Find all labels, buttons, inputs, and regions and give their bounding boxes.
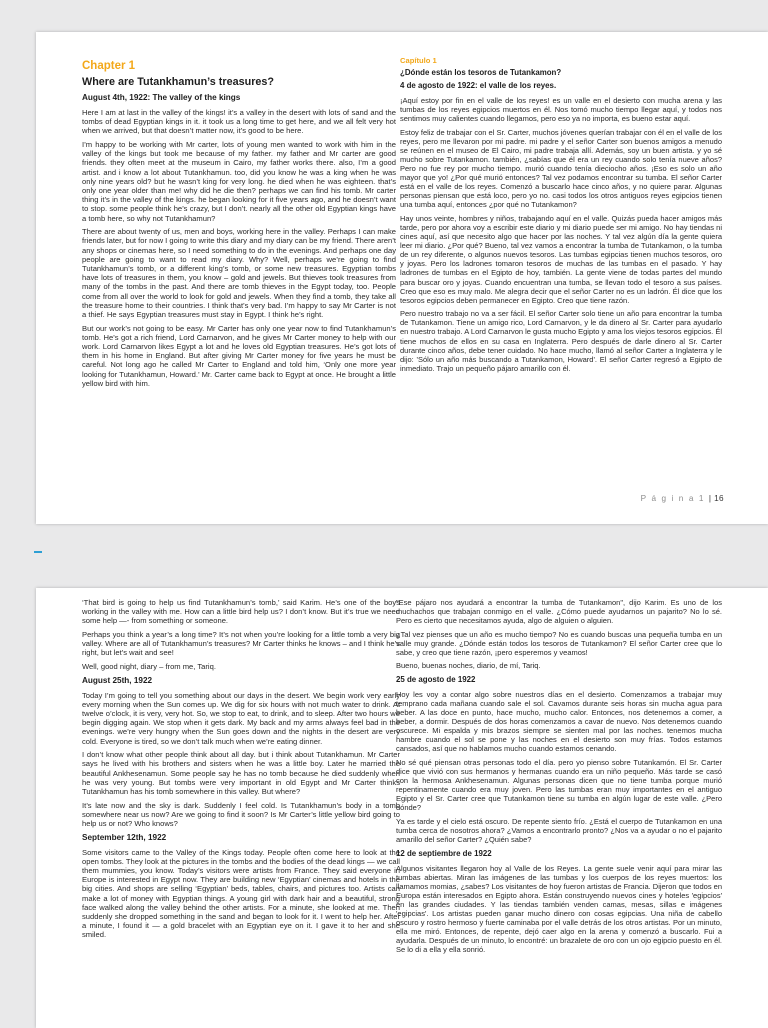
paragraph-es: ¡Aquí estoy por fin en el valle de los reyes! es un valle en el desierto con mucha arena y las tumbas de los reyes egipcios muertos en él. Nos tomó mucho tiempo llegar aquí, y todos nos sentimos muy calientes cuando llegamos, pero eso ya no importa, es bueno estar aquí. (400, 96, 722, 124)
paragraph: I don’t know what other people think about all day. but i think about Tutankhamun. Mr Carter says he lived with his brothers and sisters when he was a little boy. Later he married the beautiful Ankhesenamun. Some people say he has no tomb because he died suddenly when he was very young. But tombs were very important in old Egypt and Mr Carter thinks Tutankhamun has his tomb somewhere in this valley. But where? (82, 750, 400, 797)
paragraph-es: No sé qué piensan otras personas todo el día. pero yo pienso sobre Tutankamón. El Sr. Carter dice que vivió con sus hermanos y hermanas cuando era un niño pequeño. Más tarde se casó con la hermosa Ankhesenamun. Algunas personas dicen que no tiene tumba porque murió repentinamente cuando era muy joven. Pero las tumbas eran muy importantes en el antiguo Egipto y el Sr. Carter cree que Tutankamon tiene su tumba en algún lugar de este valle. ¿Pero dónde? (396, 757, 722, 813)
diary-date-es: 25 de agosto de 1922 (396, 674, 476, 684)
chapter-title-es: ¿Dónde están los tesoros de Tutankamon? (400, 68, 562, 77)
paragraph: Perhaps you think a year’s a long time? It’s not when you’re looking for a little tomb a very big valley. Where are all of Tutankhamun’s treasures? Mr Carter thinks he knows – and I think he’s right, but let’s wait and see! (82, 630, 400, 658)
chapter-heading: Chapter 1 (82, 60, 136, 72)
page-label: P á g i n a 1 (640, 494, 706, 503)
paragraph: Today I’m going to tell you something about our days in the desert. We begin work very early every morning when the Sun comes up. We dig for six hours with not much water to drink. At twelve o’clock, it is very, very hot. So, we stop to eat, to drink, and to sleep. After two hours we begin digging again. We stop when it gets dark. My back and my arms always feel bad in the evenings. we’re very hungry when the Sun goes down and the nights in the desert are very cold. Everyone is tired, so we don’t talk much when we’re eating dinner. (82, 690, 400, 746)
document-page-2 (36, 588, 768, 1028)
chapter-title: Where are Tutankhamun’s treasures? (82, 76, 275, 88)
paragraph-es: Pero nuestro trabajo no va a ser fácil. El señor Carter solo tiene un año para encontrar la tumba de Tutankamon. Tiene un amigo rico, Lord Carnarvon, y le da dinero al Sr. Carter para ayudarlo en nuestro trabajo. A Lord Carnarvon le gusta mucho Egipto y ama los viejos tesoros egipcios. Él tiene muchos de ellos en su casa en Inglaterra. Pero después de darle dinero al Sr. Carter durante cinco años, debe tener cuidado. No hace mucho, llamó al señor Carter a Inglaterra y le dijo: 'Sólo un año más buscando a Tutankamon, Howard'. El señor Carter regresó a Egipto de inmediato. Trajo un pequeño pájaro amarillo con él. (400, 309, 722, 373)
paragraph-es: Bueno, buenas noches, diario, de mí, Tariq. (396, 661, 541, 671)
diary-date: September 12th, 1922 (82, 832, 167, 842)
diary-date: August 4th, 1922: The valley of the kings (82, 93, 241, 102)
english-column (82, 60, 396, 392)
paragraph: There are about twenty of us, men and boys, working here in the valley. Perhaps I can make friends later, but for now I going to write this diary and my diary can be my friend. There aren’t any shops or cinemas here, so I need something to do in the evenings. And perhaps one day people are going to want to read my diary. Why? Well, perhaps we’re going to find Tutankhamun’s tomb, or a different king’s tomb, or some new treasures. Egyptian tombs have lots of treasures in them, you know – gold and jewels. But thieves took treasures from many of the tombs in the past. And there are tomb thieves in the Egypt today, too. People come from all over the world to look for gold and jewels. When they find a tomb, they take all the treasure home to their countries. I think that’s very bad. I’m happy to say Mr Carter is not a thief. He says Egyptian treasures must stay in Egypt. I think he’s right. (82, 227, 396, 320)
paragraph: But our work’s not going to be easy. Mr Carter has only one year now to find Tutankhamun’s tomb. He’s got a rich friend, Lord Carnarvon, and he gives Mr Carter money to help with our work. Lord Carnarvon likes Egypt a lot and he loves old Egyptian treasures. He’s got lots of them in his home in England. But after giving Mr Carter money for five years he must be careful. Not long ago he called Mr Carter to England and told him, ‘Only one more year looking for Tutankhamun, Howard.’ Mr. Carter came back to Egypt at once. He brought a little yellow bird with him. (82, 323, 396, 388)
paragraph: I’m happy to be working with Mr carter, lots of young men wanted to work with him in the valley of the kings but took me because of my father. my father and Mr carter are good friends. they often meet at the museum in Cairo, my father works there. also, I’m a good artist. and i know a lot about Tutankhamun. too, did you know he was a king when he was only nine years old? but he wasn’t king for very long. he died when he was eighteen. that’s only one year older than me! why did he die then? perhaps we can find his tomb. Mr carter thing it’s in the valley of the kings. he began looking for it five years ago, and he doesn’t want to stop. some people think he’s crazy, but I don’t. nearly all the other old Egyptian kings have a tomb here, so why not Tutankhamun? (82, 140, 396, 223)
document-page-1 (36, 32, 768, 524)
diary-date-es: 12 de septiembre de 1922 (396, 848, 492, 858)
paragraph-es: Algunos visitantes llegaron hoy al Valle de los Reyes. La gente suele venir aquí para mirar las tumbas abiertas. Miran las imágenes de las tumbas y los cuerpos de los reyes muertos: los llamamos momias, ¿sabes? Los visitantes de hoy fueron artistas de Francia. Dijeron que todos en Europa están interesados en Egipto ahora. Están construyendo nuevos cines y hoteles 'egipcios' en las grandes ciudades. Y las tiendas también venden camas, mesas, sillas e imágenes 'egipcias'. Los artistas pueden ganar mucho dinero con cosas egipcias. Una niña de cabello oscuro y rostro hermoso y fuerte caminaba por el valle detrás de los otros artistas. Por un minuto, ella me miró. Entonces, de repente, dejó caer algo en la arena y comenzó a buscarlo. Fui a ayudarla. Después de un minuto, lo encontré: un brazalete de oro con un ojo egipcio puesto en él. Se lo di a ella y ella sonrió. (396, 863, 722, 955)
page-separator-mark (34, 551, 42, 553)
paragraph-es: Hay unos veinte, hombres y niños, trabajando aquí en el valle. Quizás pueda hacer amigos más tarde, pero por ahora voy a escribir este diario y mi diario puede ser mi amigo. No hay tiendas ni cines aquí, así que necesito algo que hacer por las noches. Y tal vez algún día la gente quiera leer mi diario. ¿Por qué? Bueno, tal vez vamos a encontrar la tumba de Tutankamon, o la tumba de un rey diferente, o algunos nuevos tesoros. Las tumbas egipcias tienen muchos tesoros, oro y joyas. Pero los ladrones tomaron tesoros de muchas de las tumbas en el pasado. Y hay ladrones de tumbas en el Egipto de hoy, también. La gente viene de todas partes del mundo para buscar oro y joyas. Cuando encuentran una tumba, se llevan todo el tesoro a sus países. Creo que eso es muy malo. Me alegra decir que el señor Carter no es un ladrón. Él dice que los tesoros egipcios deben permanecer en Egipto. Creo que tiene razón. (400, 213, 722, 305)
paragraph-es: Hoy les voy a contar algo sobre nuestros días en el desierto. Comenzamos a trabajar muy temprano cada mañana cuando sale el sol. Cavamos durante seis horas sin mucha agua para beber. A las doce en punto, hace mucho, mucho calor. Entonces, nos detenemos a comer, a beber, a dormir. Después de dos horas comenzamos a cavar de nuevo. Nos detenemos cuando oscurece. Mi espalda y mis brazos siempre se sienten mal por las noches. tenemos mucha hambre cuando el sol se pone y las noches en el desierto son muy frías. Todos estamos cansados, así que no hablamos mucho cuando estamos cenando. (396, 689, 722, 754)
paragraph: Well, good night, diary – from me, Tariq. (82, 662, 216, 671)
spanish-column (396, 598, 722, 959)
paragraph: It’s late now and the sky is dark. Suddenly I feel cold. Is Tutankhamun’s body in a tomb somewhere near us now? Are we going to find it soon? Is Mr Carter’s little yellow bird going to help us or not? Who knows? (82, 800, 400, 829)
paragraph: Some visitors came to the Valley of the Kings today. People often come here to look at the open tombs. They look at the pictures in the tombs and the bodies of the dead kings — we call them mummies, you know. Today’s visitors were artists from France. They said everyone in Europe is interested in Egypt now. They are building new ‘Egyptian’ cinemas and hotels in the big cities. And shops are selling ‘Egyptian’ beds, tables, chairs, and pictures too. Artists can make a lot of money with Egyptian things. A young girl with dark hair and a beautiful, strong face walked along the valley behind the other artists. For a minute, she looked at me. Then suddenly she dropped something in the sand and began to look for it. I went to help her. After a minute, I found it — a gold bracelet with an Egyptian eye on it. I gave it to her and she smiled. (82, 847, 400, 940)
diary-date: August 25th, 1922 (82, 675, 153, 685)
paragraph: Here I am at last in the valley of the kings! it’s a valley in the desert with lots of sand and the tombs of dead Egyptian kings in it. it took us a long time to get here, and we all felt very hot when we arrived, but that doesn’t matter now, it’s good to be here. (82, 108, 396, 136)
english-column (82, 598, 400, 944)
paragraph-es: "Ese pájaro nos ayudará a encontrar la tumba de Tutankamon", dijo Karim. Es uno de los muchachos que trabajan conmigo en el valle. ¿Cómo puede ayudarnos un pajarito? No lo sé. Pero es cierto que necesitamos ayuda, algo de alguien o alguien. (396, 598, 722, 626)
page-number: | 16 (708, 494, 724, 503)
spanish-column (400, 56, 722, 377)
paragraph: ‘That bird is going to help us find Tutankhamun’s tomb,’ said Karim. He’s one of the boys working in the valley with me. How can a little bird help us? I don’t know. But it’s true we need some help —- from something or someone. (82, 598, 400, 626)
chapter-heading-es: Capítulo 1 (400, 56, 437, 65)
paragraph-es: Ya es tarde y el cielo está oscuro. De repente siento frío. ¿Está el cuerpo de Tutankamon en una tumba cerca de nosotros ahora? ¿Vamos a encontrarlo pronto? ¿Nos va a ayudar o no el pajarito amarillo del señor Carter? ¿Quién sabe? (396, 816, 722, 845)
paragraph-es: ¿Tal vez pienses que un año es mucho tiempo? No es cuando buscas una pequeña tumba en un valle muy grande. ¿Dónde están todos los tesoros de Tutankamon? El señor Carter cree que lo sabe, y creo que tiene razón, ¡pero esperemos y veamos! (396, 629, 722, 657)
paragraph-es: Estoy feliz de trabajar con el Sr. Carter, muchos jóvenes querían trabajar con él en el valle de los reyes, pero me llevaron por mi padre. mi padre y el señor Carter son buenos amigos a menudo se reúnen en el museo de El Cairo, mi padre trabaja allí. Además, soy un buen artista. y yo sé mucho sobre Tutankamon. también, ¿sabías que él era un rey cuando solo tenía nueve años? Pero no fue rey por mucho tiempo. murió cuando tenía dieciocho años. ¡Eso es solo un año mayor que yo! ¿Por qué murió entonces? Tal vez podamos encontrar su tumba. El señor Carter está en el valle de los reyes. Comenzó a buscarlo hace cinco años, y no quiere parar. Algunas personas piensan que está loco, pero yo no. casi todos los otros antiguos reyes egipcios tienen una tumba aquí, entonces ¿por qué no Tutankamon? (400, 127, 722, 210)
diary-date-es: 4 de agosto de 1922: el valle de los reyes. (400, 81, 557, 90)
page-footer (641, 494, 724, 503)
